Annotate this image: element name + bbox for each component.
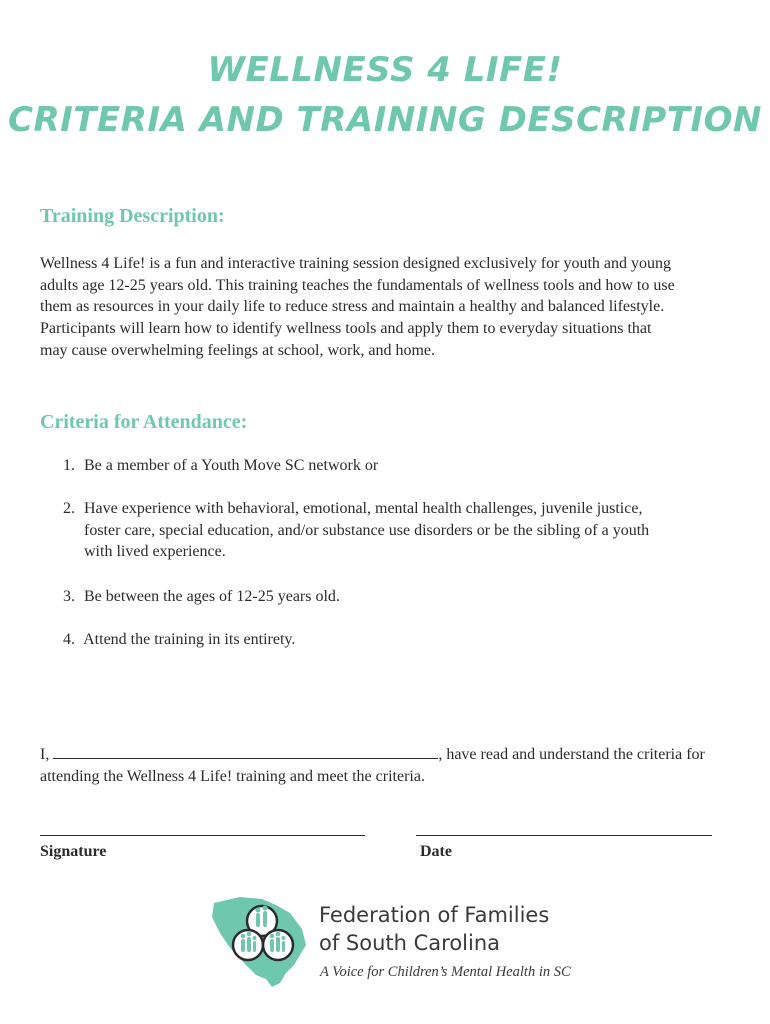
description-line: may cause overwhelming feelings at school, work, and home. bbox=[40, 341, 435, 359]
criteria-text: with lived experience. bbox=[84, 543, 226, 561]
org-name-line-2: of South Carolina bbox=[319, 931, 501, 955]
ack-prefix: I, bbox=[40, 746, 50, 763]
criteria-heading: Criteria for Attendance: bbox=[40, 411, 248, 433]
criteria-item-3 bbox=[63, 586, 723, 608]
criteria-number: 2. bbox=[63, 500, 75, 517]
date-field[interactable] bbox=[416, 835, 712, 836]
title-line-1: WELLNESS 4 LIFE! bbox=[207, 50, 563, 90]
criteria-number: 4. bbox=[63, 631, 75, 648]
acknowledgement-statement bbox=[40, 744, 740, 787]
training-description-heading: Training Description: bbox=[40, 205, 225, 227]
description-line: Participants will learn how to identify wellness tools and apply them to everyday situations that bbox=[40, 320, 652, 338]
criteria-item-4 bbox=[63, 629, 723, 651]
criteria-item-2 bbox=[63, 498, 723, 563]
ack-line-2: attending the Wellness 4 Life! training and meet the criteria. bbox=[40, 767, 425, 785]
org-tagline: A Voice for Children’s Mental Health in SC bbox=[320, 964, 571, 980]
criteria-number: 3. bbox=[63, 588, 75, 605]
criteria-text: Be between the ages of 12-25 years old. bbox=[84, 588, 340, 605]
signature-field[interactable] bbox=[40, 835, 365, 836]
criteria-number: 1. bbox=[63, 457, 75, 474]
description-line: them as resources in your daily life to reduce stress and maintain a healthy and balanced lifestyle. bbox=[40, 298, 665, 316]
criteria-text: Be a member of a Youth Move SC network or bbox=[84, 457, 379, 474]
training-description-paragraph bbox=[40, 253, 740, 362]
criteria-item-1 bbox=[63, 455, 723, 477]
ack-suffix: , have read and understand the criteria for bbox=[438, 746, 705, 763]
criteria-text: foster care, special education, and/or substance use disorders or be the sibling of a youth bbox=[84, 521, 650, 539]
name-blank-field[interactable] bbox=[53, 744, 438, 759]
criteria-text: Have experience with behavioral, emotional, mental health challenges, juvenile justice, bbox=[84, 500, 643, 517]
description-line: Wellness 4 Life! is a fun and interactive training session designed exclusively for youth and young bbox=[40, 255, 671, 272]
federation-logo-icon bbox=[210, 893, 310, 989]
title-line-2: CRITERIA AND TRAINING DESCRIPTION bbox=[8, 100, 762, 140]
signature-label: Signature bbox=[40, 843, 107, 860]
date-label: Date bbox=[420, 843, 452, 860]
description-line: adults age 12-25 years old. This training teaches the fundamentals of wellness tools and how to use bbox=[40, 276, 675, 294]
org-name-line-1: Federation of Families bbox=[319, 903, 550, 927]
criteria-text: Attend the training in its entirety. bbox=[83, 631, 296, 648]
